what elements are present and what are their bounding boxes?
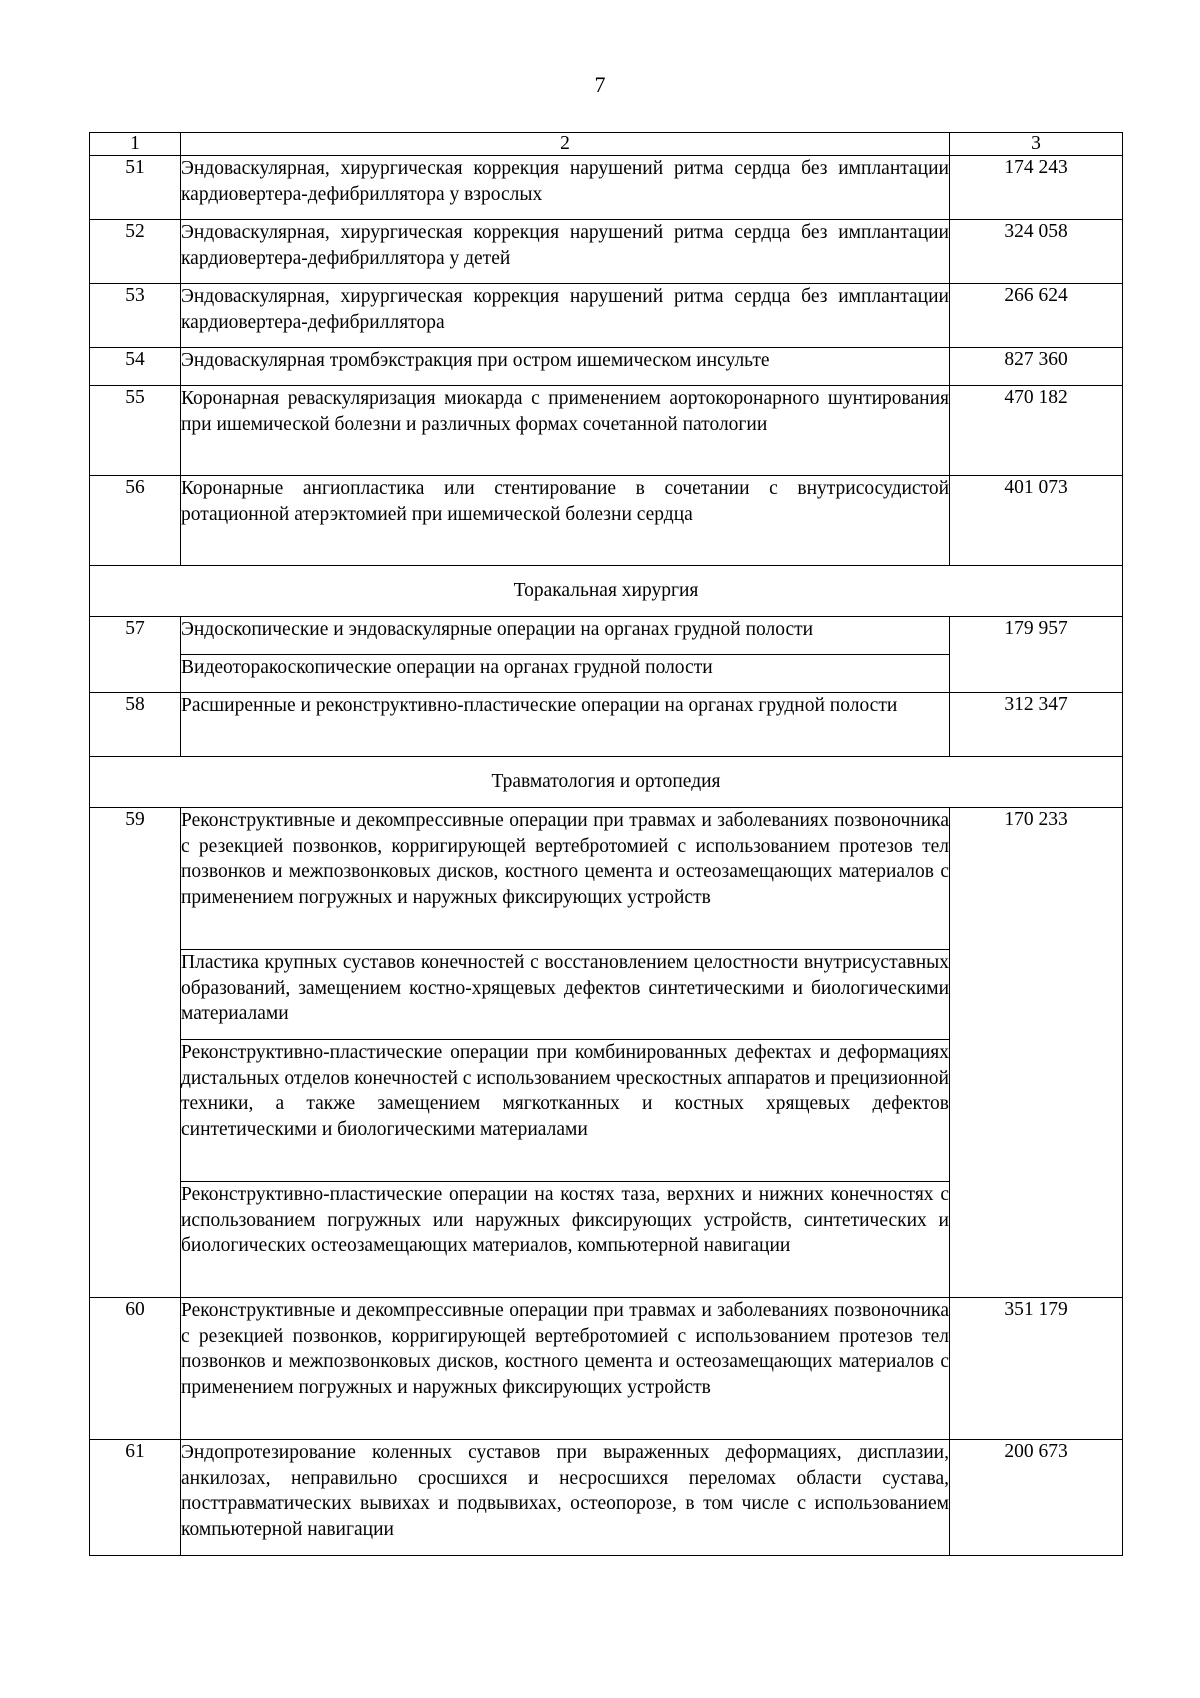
table-row-59 bbox=[90, 808, 1123, 950]
row-value: 266 624 bbox=[950, 284, 1123, 348]
row-number: 57 bbox=[90, 617, 181, 693]
row-description: Эндопротезирование коленных суставов при выраженных деформациях, дисплазии, анкилозах, неправильно сросшихся и несросшихся переломах области сустава, посттравматических вывихах и подвывихах, остеопорозе, в том числе с использованием компьютерной навигации bbox=[181, 1440, 950, 1556]
row-description: Реконструктивно-пластические операции на костях таза, верхних и нижних конечностях с использованием погружных или наружных фиксирующих устройств, синтетических и биологических остеозамещающих материалов, компьютерной навигации bbox=[181, 1182, 950, 1298]
table-row-52 bbox=[90, 220, 1123, 284]
table-row-55 bbox=[90, 386, 1123, 476]
row-description: Реконструктивные и декомпрессивные операции при травмах и заболеваниях позвоночника с резекцией позвонков, корригирующей вертебротомией с использованием протезов тел позвонков и межпозвонковых дисков, костного цемента и остеозамещающих материалов с применением погружных и наружных фиксирующих устройств bbox=[181, 1298, 950, 1440]
row-value: 170 233 bbox=[950, 808, 1123, 1298]
row-description: Реконструктивные и декомпрессивные операции при травмах и заболеваниях позвоночника с резекцией позвонков, корригирующей вертебротомией с использованием протезов тел позвонков и межпозвонковых дисков, костного цемента и остеозамещающих материалов с применением погружных и наружных фиксирующих устройств bbox=[181, 808, 950, 950]
row-description: Реконструктивно-пластические операции при комбинированных дефектах и деформациях дистальных отделов конечностей с использованием чрескостных аппаратов и прецизионной техники, а также замещением мягкотканных и костных хрящевых дефектов синтетическими и биологическими материалами bbox=[181, 1040, 950, 1182]
column-header-3: 3 bbox=[950, 133, 1123, 156]
row-value: 827 360 bbox=[950, 348, 1123, 386]
table-row-53 bbox=[90, 284, 1123, 348]
section-heading-thoracic: Торакальная хирургия bbox=[90, 566, 1123, 617]
row-value: 174 243 bbox=[950, 156, 1123, 220]
section-row bbox=[90, 757, 1123, 808]
row-number: 59 bbox=[90, 808, 181, 1298]
row-description: Эндоваскулярная, хирургическая коррекция нарушений ритма сердца без имплантации кардиовертера-дефибриллятора у детей bbox=[181, 220, 950, 284]
row-description: Эндоваскулярная, хирургическая коррекция нарушений ритма сердца без имплантации кардиовертера-дефибриллятора bbox=[181, 284, 950, 348]
row-value: 470 182 bbox=[950, 386, 1123, 476]
table-row-57 bbox=[90, 617, 1123, 655]
row-value: 312 347 bbox=[950, 693, 1123, 757]
table-header-row bbox=[90, 133, 1123, 156]
row-value: 324 058 bbox=[950, 220, 1123, 284]
row-description: Эндоскопические и эндоваскулярные операции на органах грудной полости bbox=[181, 617, 950, 655]
row-number: 51 bbox=[90, 156, 181, 220]
row-value: 351 179 bbox=[950, 1298, 1123, 1440]
column-header-2: 2 bbox=[181, 133, 950, 156]
row-description: Коронарная реваскуляризация миокарда с применением аортокоронарного шунтирования при ишемической болезни и различных формах сочетанной патологии bbox=[181, 386, 950, 476]
row-description: Пластика крупных суставов конечностей с восстановлением целостности внутрисуставных образований, замещением костно-хрящевых дефектов синтетическими и биологическими материалами bbox=[181, 950, 950, 1040]
table-row-58 bbox=[90, 693, 1123, 757]
row-number: 60 bbox=[90, 1298, 181, 1440]
table-row-60 bbox=[90, 1298, 1123, 1440]
table-row-56 bbox=[90, 476, 1123, 566]
row-value: 200 673 bbox=[950, 1440, 1123, 1556]
row-value: 401 073 bbox=[950, 476, 1123, 566]
page-number: 7 bbox=[594, 72, 606, 97]
table-row-54 bbox=[90, 348, 1123, 386]
tariff-table bbox=[89, 132, 1123, 1556]
row-description: Эндоваскулярная, хирургическая коррекция нарушений ритма сердца без имплантации кардиовертера-дефибриллятора у взрослых bbox=[181, 156, 950, 220]
table-row-61 bbox=[90, 1440, 1123, 1556]
row-number: 54 bbox=[90, 348, 181, 386]
row-number: 56 bbox=[90, 476, 181, 566]
row-number: 55 bbox=[90, 386, 181, 476]
row-description: Эндоваскулярная тромбэкстракция при остром ишемическом инсульте bbox=[181, 348, 950, 386]
table-row-51 bbox=[90, 156, 1123, 220]
row-description: Коронарные ангиопластика или стентирование в сочетании с внутрисосудистой ротационной атерэктомией при ишемической болезни сердца bbox=[181, 476, 950, 566]
row-number: 53 bbox=[90, 284, 181, 348]
row-number: 52 bbox=[90, 220, 181, 284]
section-heading-trauma: Травматология и ортопедия bbox=[90, 757, 1123, 808]
row-value: 179 957 bbox=[950, 617, 1123, 693]
column-header-1: 1 bbox=[90, 133, 181, 156]
row-number: 61 bbox=[90, 1440, 181, 1556]
row-number: 58 bbox=[90, 693, 181, 757]
row-description: Видеоторакоскопические операции на органах грудной полости bbox=[181, 655, 950, 693]
section-row bbox=[90, 566, 1123, 617]
row-description: Расширенные и реконструктивно-пластические операции на органах грудной полости bbox=[181, 693, 950, 757]
